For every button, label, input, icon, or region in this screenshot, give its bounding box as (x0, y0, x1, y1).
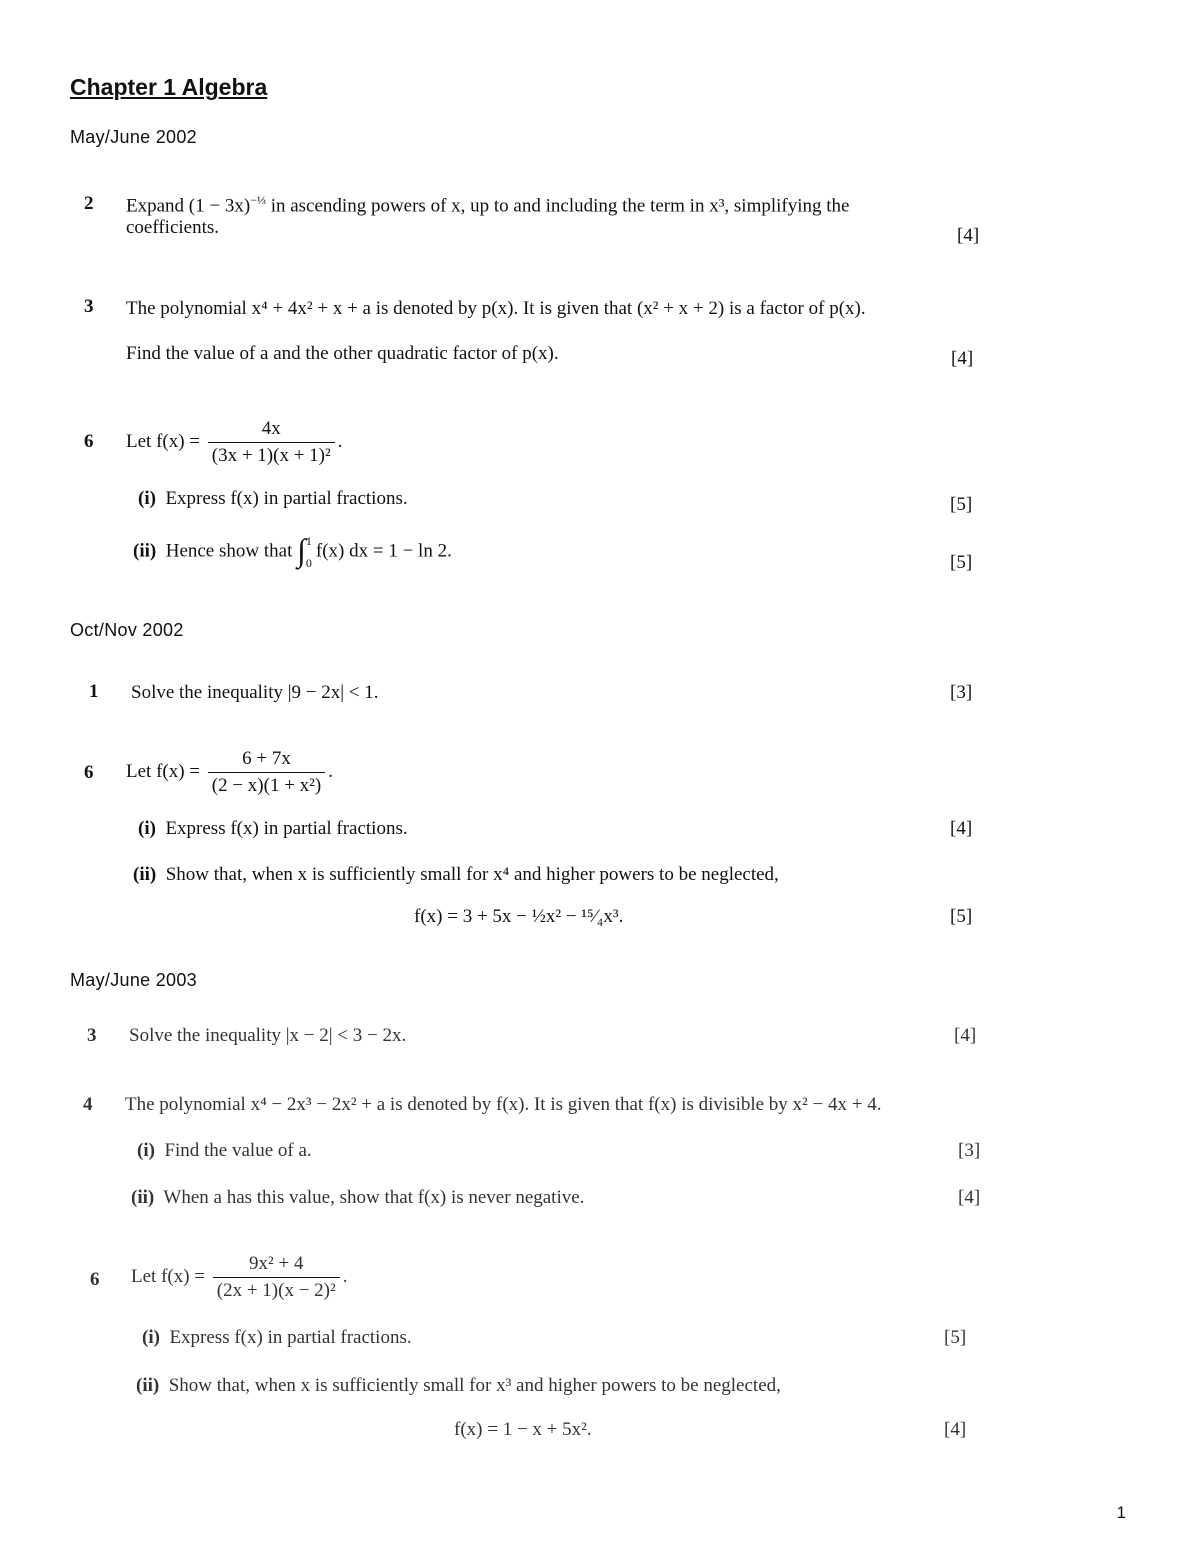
section-heading: May/June 2002 (70, 127, 197, 147)
integral-limits: 1 0 (305, 534, 312, 570)
fraction: $\frac{4x}{\text{(3x + 1)(x + 1)²}}$ (208, 418, 335, 467)
marks: [5] (944, 1327, 967, 1348)
sub-question: (i) Find the value of a. (137, 1140, 312, 1161)
page-number: 1 (1116, 1503, 1126, 1522)
question-text: Find the value of a and the other quadratic factor of p(x). (126, 343, 559, 364)
marks: [4] (958, 1187, 981, 1208)
marks: [4] (950, 818, 973, 839)
formula: f(x) = 3 + 5x − ½x² − ¹⁵⁄₄x³. (414, 906, 624, 927)
question-text: The polynomial x⁴ − 2x³ − 2x² + a is denoted by f(x). It is given that f(x) is divisible by x² − 4x + 4. (125, 1094, 882, 1115)
question-text-continued: coefficients. (126, 217, 220, 238)
function-definition: Let f(x) = $\frac{6 + 7x}{\text{(2 − x)(1 + x²)}}$ . (126, 748, 333, 796)
question-number: 6 (84, 431, 94, 452)
marks: [5] (950, 906, 973, 927)
question-number: 3 (84, 296, 94, 317)
sub-question: (i) Express f(x) in partial fractions. (138, 818, 408, 839)
section-heading: May/June 2003 (70, 970, 197, 990)
marks: [3] (958, 1140, 981, 1161)
marks: [4] (957, 225, 980, 246)
exponent: −⅓ (250, 193, 266, 207)
question-text: The polynomial x⁴ + 4x² + x + a is denoted by p(x). It is given that (x² + x + 2) is a factor of p(x). (126, 298, 866, 319)
question-number: 4 (83, 1094, 93, 1115)
marks: [4] (954, 1025, 977, 1046)
question-text: Solve the inequality |9 − 2x| < 1. (131, 682, 379, 703)
question-text: Expand $(1 - 3x)^{-\frac{1}{3}}$ in ascending powers of x, up to and including the term in x³, simplifying the (126, 193, 850, 217)
question-text: Solve the inequality |x − 2| < 3 − 2x. (129, 1025, 407, 1046)
question-number: 6 (84, 762, 94, 783)
sub-question: (i) Express f(x) in partial fractions. (138, 488, 408, 509)
section-heading: Oct/Nov 2002 (70, 620, 184, 640)
fraction: $\frac{6 + 7x}{\text{(2 − x)(1 + x²)}}$ (208, 748, 325, 797)
marks: [4] (951, 348, 974, 369)
marks: [5] (950, 494, 973, 515)
integral-sign: ∫ (297, 531, 306, 568)
marks: [3] (950, 682, 973, 703)
function-definition: Let f(x) = $\frac{\text{9x² + 4}}{\text{(2x + 1)(x − 2)²}}$ . (131, 1253, 348, 1301)
sub-question: (ii) When a has this value, show that f(x) is never negative. (131, 1187, 585, 1208)
marks: [4] (944, 1419, 967, 1440)
question-number: 2 (84, 193, 94, 214)
page-title: Chapter 1 Algebra (70, 74, 268, 100)
formula: f(x) = 1 − x + 5x². (454, 1419, 592, 1440)
fraction: $\frac{\text{9x² + 4}}{\text{(2x + 1)(x − 2)²}}$ (213, 1253, 340, 1302)
question-number: 1 (89, 681, 99, 702)
function-definition: Let f(x) = $\frac{4x}{\text{(3x + 1)(x + 1)²}}$ . (126, 418, 343, 466)
sub-question: (ii) Show that, when x is sufficiently small for x³ and higher powers to be neglected, (136, 1375, 781, 1396)
question-number: 3 (87, 1025, 97, 1046)
sub-question: (i) Express f(x) in partial fractions. (142, 1327, 412, 1348)
sub-question: (ii) Hence show that ∫ 1 0 f(x) dx = 1 − ln 2. (133, 530, 452, 574)
sub-question: (ii) Show that, when x is sufficiently small for x⁴ and higher powers to be neglected, (133, 864, 779, 885)
question-number: 6 (90, 1269, 100, 1290)
marks: [5] (950, 552, 973, 573)
